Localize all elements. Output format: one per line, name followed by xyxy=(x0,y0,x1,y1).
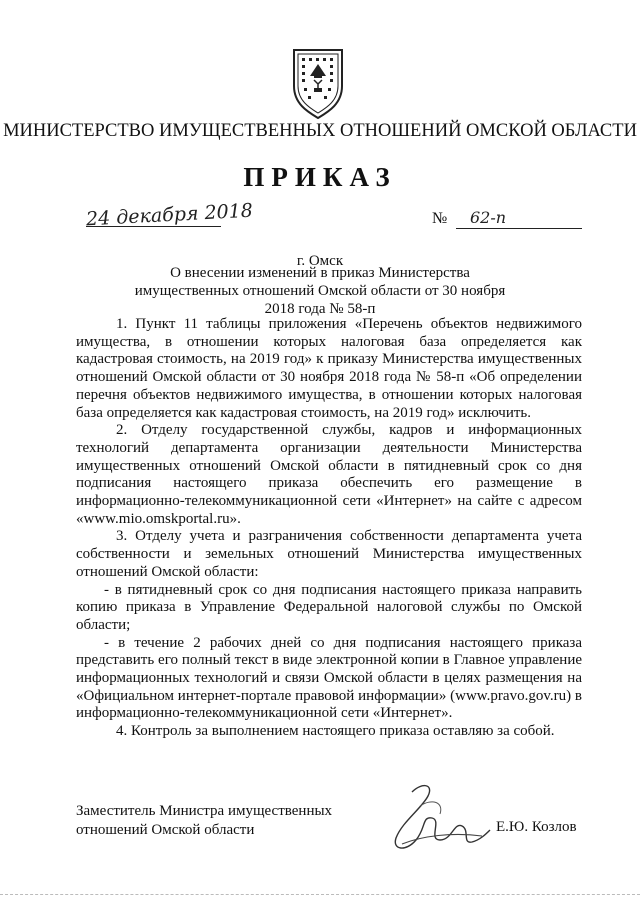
signatory-name: Е.Ю. Козлов xyxy=(496,819,577,835)
ministry-name: МИНИСТЕРСТВО ИМУЩЕСТВЕННЫХ ОТНОШЕНИЙ ОМСКОЙ ОБЛАСТИ xyxy=(3,121,637,141)
paragraph-4: 4. Контроль за выполнением настоящего приказа оставляю за собой. xyxy=(116,723,555,740)
paragraph-2: 2. Отделу государственной службы, кадров и информационных технологий департамента организации деятельности Министерства имущественных отношений Омской области в пятидневный срок со дня подписания настоящего приказа обеспечить его размещение в информационно-телекоммуникационной сети «Интернет» на сайте с адресом «www.mio.omskportal.ru». xyxy=(76,422,582,527)
paragraph-3-item-2: - в течение 2 рабочих дней со дня подписания настоящего приказа представить его полный текст в виде электронной копии в Главное управление информационных технологий и связи Омской области в целях размещения на «Официальном интернет-портале правовой информации» (www.pravo.gov.ru) в информационно-телекоммуникационной сети «Интернет». xyxy=(76,634,582,722)
omsk-coat-of-arms-icon xyxy=(290,46,346,120)
page-bottom-edge xyxy=(0,894,640,895)
paragraph-3-item-1: - в пятидневный срок со дня подписания настоящего приказа направить копию приказа в Управление Федеральной налоговой службы по Омской области; xyxy=(76,581,582,633)
signatory-title-line-2: отношений Омской области xyxy=(76,822,255,838)
signatory-title xyxy=(76,802,332,840)
handwritten-number: 62-п xyxy=(470,208,507,227)
date-underline xyxy=(86,226,221,227)
document-type: ПРИКАЗ xyxy=(243,162,397,192)
order-body xyxy=(76,316,582,741)
number-underline xyxy=(456,228,582,229)
handwritten-date: 24 декабря 2018 xyxy=(85,199,254,231)
paragraph-1: 1. Пункт 11 таблицы приложения «Перечень объектов недвижимого имущества, в отношении которых налоговая база определяется как кадастровая стоимость, на 2019 год» к приказу Министерства имущественных отношений Омской области от 30 ноября 2018 года № 58-п «Об определении перечня объектов недвижимого имущества, в отношении которых налоговая база определяется как кадастровая стоимость, на 2019 год» исключить. xyxy=(76,316,582,421)
handwritten-signature xyxy=(382,778,492,870)
paragraph-3: 3. Отделу учета и разграничения собственности департамента учета собственности и земельных отношений Министерства имущественных отношений Омской области: xyxy=(76,528,582,580)
order-subject: О внесении изменений в приказ Министерства имущественных отношений Омской области от 30 ноября 2018 года № 58-п xyxy=(134,265,506,317)
city: г. Омск xyxy=(296,253,344,269)
signatory-title-line-1: Заместитель Министра имущественных xyxy=(76,803,333,819)
number-sign: № xyxy=(432,210,448,227)
